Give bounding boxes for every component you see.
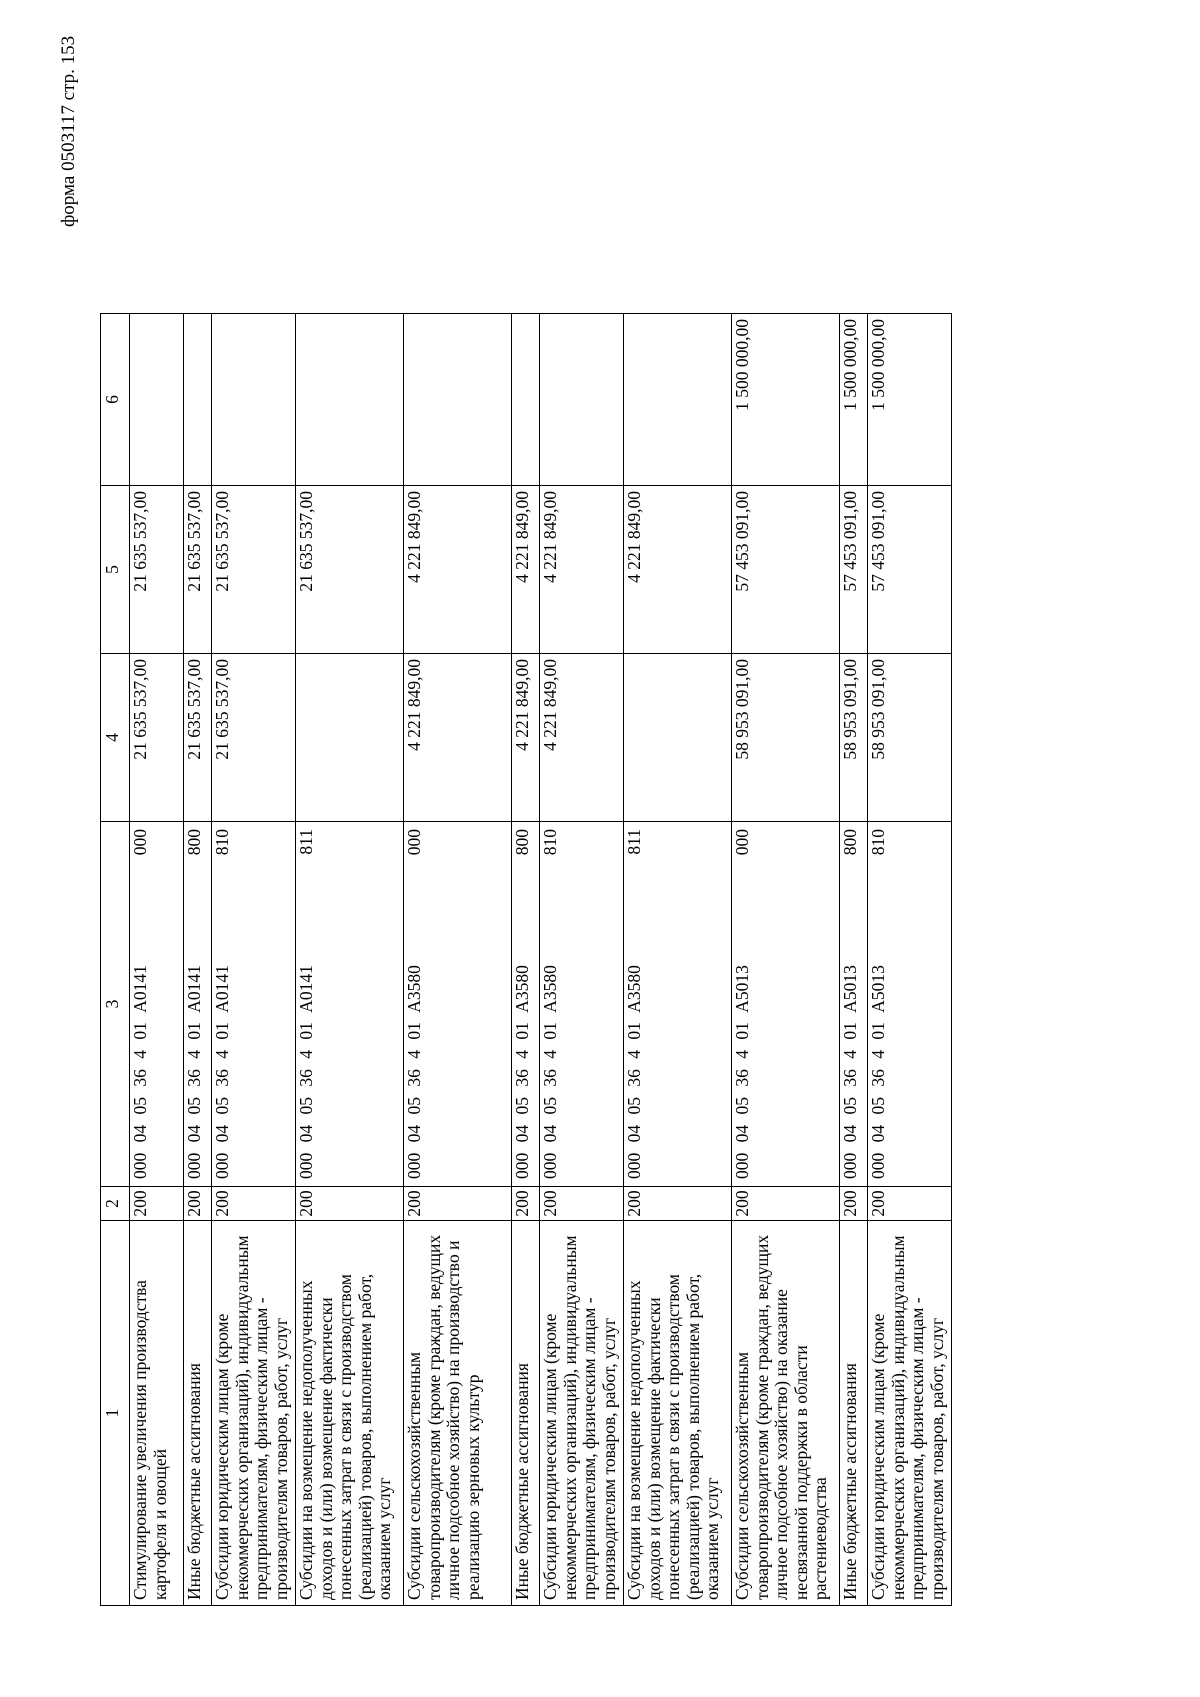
row-approved-amount: 4 221 849,00 [404,654,512,822]
row-executed-amount: 4 221 849,00 [404,486,512,654]
budget-code-parts [869,827,889,1181]
row-line-code: 200 [404,1187,512,1221]
budget-classification-code: 000 04 05 36 4 01 A3580 [624,965,644,1179]
expense-type-code: 000 [130,829,150,856]
budget-classification-code: 000 04 05 36 4 01 A0141 [130,965,150,1179]
row-line-code: 200 [512,1187,540,1221]
row-approved-amount [296,654,404,822]
expense-type-code: 811 [624,829,644,855]
budget-classification-code: 000 04 05 36 4 01 A0141 [296,965,316,1179]
row-executed-amount: 4 221 849,00 [624,486,732,654]
row-unexecuted-amount [540,314,624,486]
row-budget-code [212,822,296,1187]
row-executed-amount: 4 221 849,00 [512,486,540,654]
budget-classification-code: 000 04 05 36 4 01 A0141 [212,965,232,1179]
header-col-2: 2 [101,1187,130,1221]
row-budget-code [296,822,404,1187]
row-name: Стимулирование увеличения производства картофеля и овощей [130,1221,184,1606]
row-name: Субсидии на возмещение недополученных доходов и (или) возмещение фактически понесенных затрат в связи с производством (реализацией) товаров, выполнением работ, оказанием услуг [296,1221,404,1606]
table-row [540,314,624,1606]
row-name: Субсидии сельскохозяйственным товаропроизводителям (кроме граждан, ведущих личное подсобное хозяйство) на производство и реализацию зерновых культур [404,1221,512,1606]
row-executed-amount: 21 635 537,00 [296,486,404,654]
budget-code-parts [625,827,645,1181]
budget-code-parts [541,827,561,1181]
budget-code-parts [297,827,317,1181]
budget-classification-code: 000 04 05 36 4 01 A5013 [840,965,860,1179]
budget-code-parts [185,827,205,1181]
row-executed-amount: 21 635 537,00 [184,486,212,654]
row-budget-code [404,822,512,1187]
row-executed-amount: 57 453 091,00 [732,486,840,654]
row-name: Субсидии сельскохозяйственным товаропроизводителям (кроме граждан, ведущих личное подсобное хозяйство) на оказание несвязанной поддержки в области растениеводства [732,1221,840,1606]
row-executed-amount: 4 221 849,00 [540,486,624,654]
table-row [184,314,212,1606]
expense-type-code: 800 [840,829,860,856]
budget-classification-code: 000 04 05 36 4 01 A3580 [404,965,424,1179]
row-budget-code [512,822,540,1187]
budget-classification-code: 000 04 05 36 4 01 A3580 [512,965,532,1179]
budget-classification-code: 000 04 05 36 4 01 A0141 [184,965,204,1179]
row-budget-code [624,822,732,1187]
row-unexecuted-amount: 1 500 000,00 [732,314,840,486]
table-row [624,314,732,1606]
header-col-3: 3 [101,822,130,1187]
header-col-4: 4 [101,654,130,822]
expense-type-code: 811 [296,829,316,855]
budget-classification-code: 000 04 05 36 4 01 A5013 [732,965,752,1179]
row-name: Иные бюджетные ассигнования [184,1221,212,1606]
row-line-code: 200 [212,1187,296,1221]
row-unexecuted-amount [624,314,732,486]
table-row [130,314,184,1606]
row-unexecuted-amount [130,314,184,486]
row-line-code: 200 [868,1187,952,1221]
row-name: Иные бюджетные ассигнования [512,1221,540,1606]
table-row [868,314,952,1606]
row-line-code: 200 [296,1187,404,1221]
row-line-code: 200 [130,1187,184,1221]
row-line-code: 200 [540,1187,624,1221]
table-row [404,314,512,1606]
form-label: форма 0503117 стр. 153 [58,35,79,227]
row-line-code: 200 [624,1187,732,1221]
expense-type-code: 810 [540,829,560,856]
row-unexecuted-amount [212,314,296,486]
row-name: Субсидии на возмещение недополученных доходов и (или) возмещение фактически понесенных затрат в связи с производством (реализацией) товаров, выполнением работ, оказанием услуг [624,1221,732,1606]
row-name: Субсидии юридическим лицам (кроме некоммерческих организаций), индивидуальным предпринимателям, физическим лицам - производителям товаров, работ, услуг [540,1221,624,1606]
table-row [732,314,840,1606]
row-unexecuted-amount [296,314,404,486]
row-approved-amount: 58 953 091,00 [840,654,868,822]
table-row [512,314,540,1606]
row-name: Субсидии юридическим лицам (кроме некоммерческих организаций), индивидуальным предпринимателям, физическим лицам - производителям товаров, работ, услуг [868,1221,952,1606]
row-name: Субсидии юридическим лицам (кроме некоммерческих организаций), индивидуальным предпринимателям, физическим лицам - производителям товаров, работ, услуг [212,1221,296,1606]
expense-type-code: 000 [404,829,424,856]
budget-code-parts [405,827,425,1181]
budget-code-parts [131,827,151,1181]
budget-code-parts [213,827,233,1181]
row-approved-amount: 4 221 849,00 [512,654,540,822]
row-unexecuted-amount: 1 500 000,00 [868,314,952,486]
row-executed-amount: 57 453 091,00 [840,486,868,654]
row-line-code: 200 [732,1187,840,1221]
table-row [296,314,404,1606]
budget-classification-code: 000 04 05 36 4 01 A5013 [868,965,888,1179]
budget-table [100,313,952,1606]
header-col-5: 5 [101,486,130,654]
row-approved-amount: 21 635 537,00 [184,654,212,822]
budget-code-parts [513,827,533,1181]
row-unexecuted-amount [512,314,540,486]
row-budget-code [840,822,868,1187]
row-approved-amount: 58 953 091,00 [732,654,840,822]
expense-type-code: 000 [732,829,752,856]
table-row [212,314,296,1606]
header-col-6: 6 [101,314,130,486]
row-budget-code [868,822,952,1187]
row-budget-code [130,822,184,1187]
table-body [130,314,952,1606]
row-approved-amount [624,654,732,822]
row-unexecuted-amount [404,314,512,486]
expense-type-code: 810 [868,829,888,856]
header-col-1: 1 [101,1221,130,1606]
expense-type-code: 800 [184,829,204,856]
row-executed-amount: 57 453 091,00 [868,486,952,654]
row-budget-code [540,822,624,1187]
budget-code-parts [841,827,861,1181]
row-approved-amount: 21 635 537,00 [212,654,296,822]
row-approved-amount: 58 953 091,00 [868,654,952,822]
row-name: Иные бюджетные ассигнования [840,1221,868,1606]
budget-code-parts [733,827,753,1181]
row-line-code: 200 [840,1187,868,1221]
expense-type-code: 800 [512,829,532,856]
row-approved-amount: 21 635 537,00 [130,654,184,822]
row-unexecuted-amount: 1 500 000,00 [840,314,868,486]
row-budget-code [732,822,840,1187]
row-executed-amount: 21 635 537,00 [130,486,184,654]
header-row [101,314,130,1606]
expense-type-code: 810 [212,829,232,856]
budget-classification-code: 000 04 05 36 4 01 A3580 [540,965,560,1179]
row-budget-code [184,822,212,1187]
row-line-code: 200 [184,1187,212,1221]
row-executed-amount: 21 635 537,00 [212,486,296,654]
row-unexecuted-amount [184,314,212,486]
table-row [840,314,868,1606]
row-approved-amount: 4 221 849,00 [540,654,624,822]
